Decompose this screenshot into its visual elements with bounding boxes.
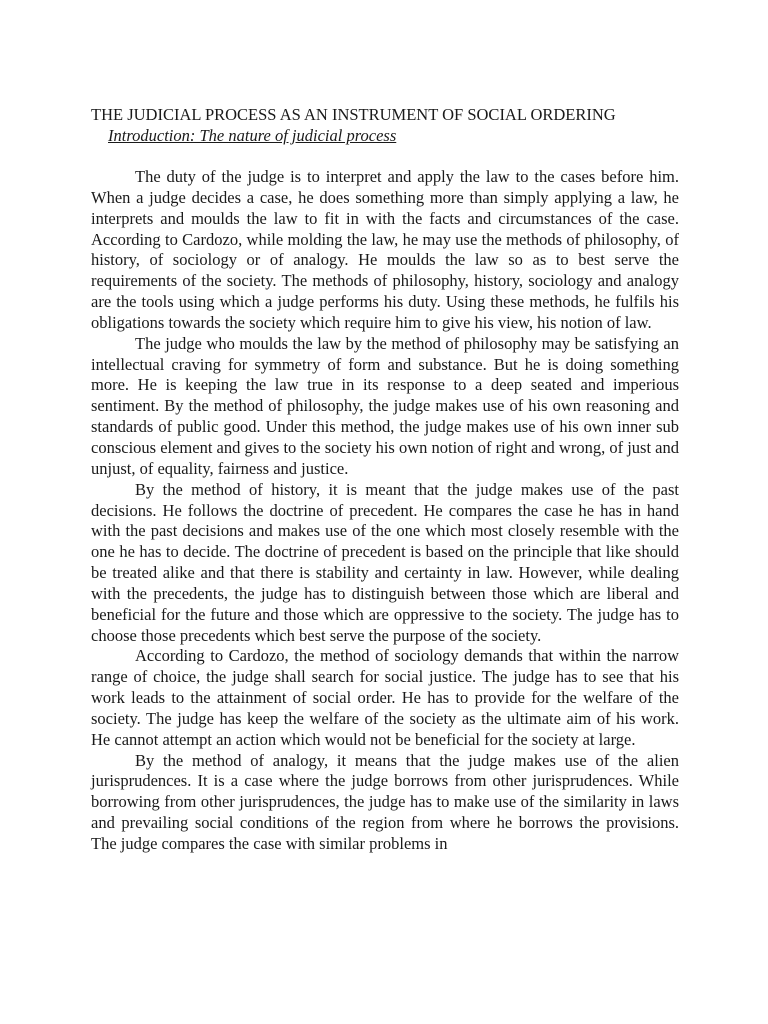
document-page — [91, 104, 679, 855]
paragraph-history: By the method of history, it is meant that the judge makes use of the past decisions. He follows the doctrine of precedent. He compares the case he has in hand with the past decisions and makes use of the one which most closely resemble with the one he has to decide. The doctrine of precedent is based on the principle that like should be treated alike and that there is stability and certainty in law. However, while dealing with the precedents, the judge has to distinguish between those which are liberal and beneficial for the future and those which are oppressive to the society. The judge has to choose those precedents which best serve the purpose of the society. — [91, 479, 679, 645]
document-subtitle: Introduction: The nature of judicial process — [108, 126, 397, 145]
document-title: THE JUDICIAL PROCESS AS AN INSTRUMENT OF SOCIAL ORDERING — [91, 105, 616, 124]
paragraph-sociology: According to Cardozo, the method of sociology demands that within the narrow range of choice, the judge shall search for social justice. The judge has to see that his work leads to the attainment of social order. He has to provide for the welfare of the society. The judge has keep the welfare of the society as the ultimate aim of his work. He cannot attempt an action which would not be beneficial for the society at large. — [91, 646, 679, 749]
paragraph-analogy: By the method of analogy, it means that the judge makes use of the alien jurisprudences. It is a case where the judge borrows from other jurisprudences. While borrowing from other jurisprudences, the judge has to make use of the similarity in laws and prevailing social conditions of the region from where he borrows the provisions. The judge compares the case with similar problems in — [91, 750, 679, 853]
paragraph-philosophy: The judge who moulds the law by the method of philosophy may be satisfying an intellectual craving for symmetry of form and substance. But he is doing something more. He is keeping the law true in its response to a deep seated and imperious sentiment. By the method of philosophy, the judge makes use of his own reasoning and standards of public good. Under this method, the judge makes use of his own inner sub conscious element and gives to the society his own notion of right and wrong, of just and unjust, of equality, fairness and justice. — [91, 333, 679, 478]
paragraph-introduction: The duty of the judge is to interpret and apply the law to the cases before him. When a judge decides a case, he does something more than simply applying a law, he interprets and moulds the law to fit in with the facts and circumstances of the case. According to Cardozo, while molding the law, he may use the methods of philosophy, of history, of sociology or of analogy. He moulds the law so as to best serve the requirements of the society. The methods of philosophy, history, sociology and analogy are the tools using which a judge performs his duty. Using these methods, he fulfils his obligations towards the society which require him to give his view, his notion of law. — [91, 167, 679, 332]
